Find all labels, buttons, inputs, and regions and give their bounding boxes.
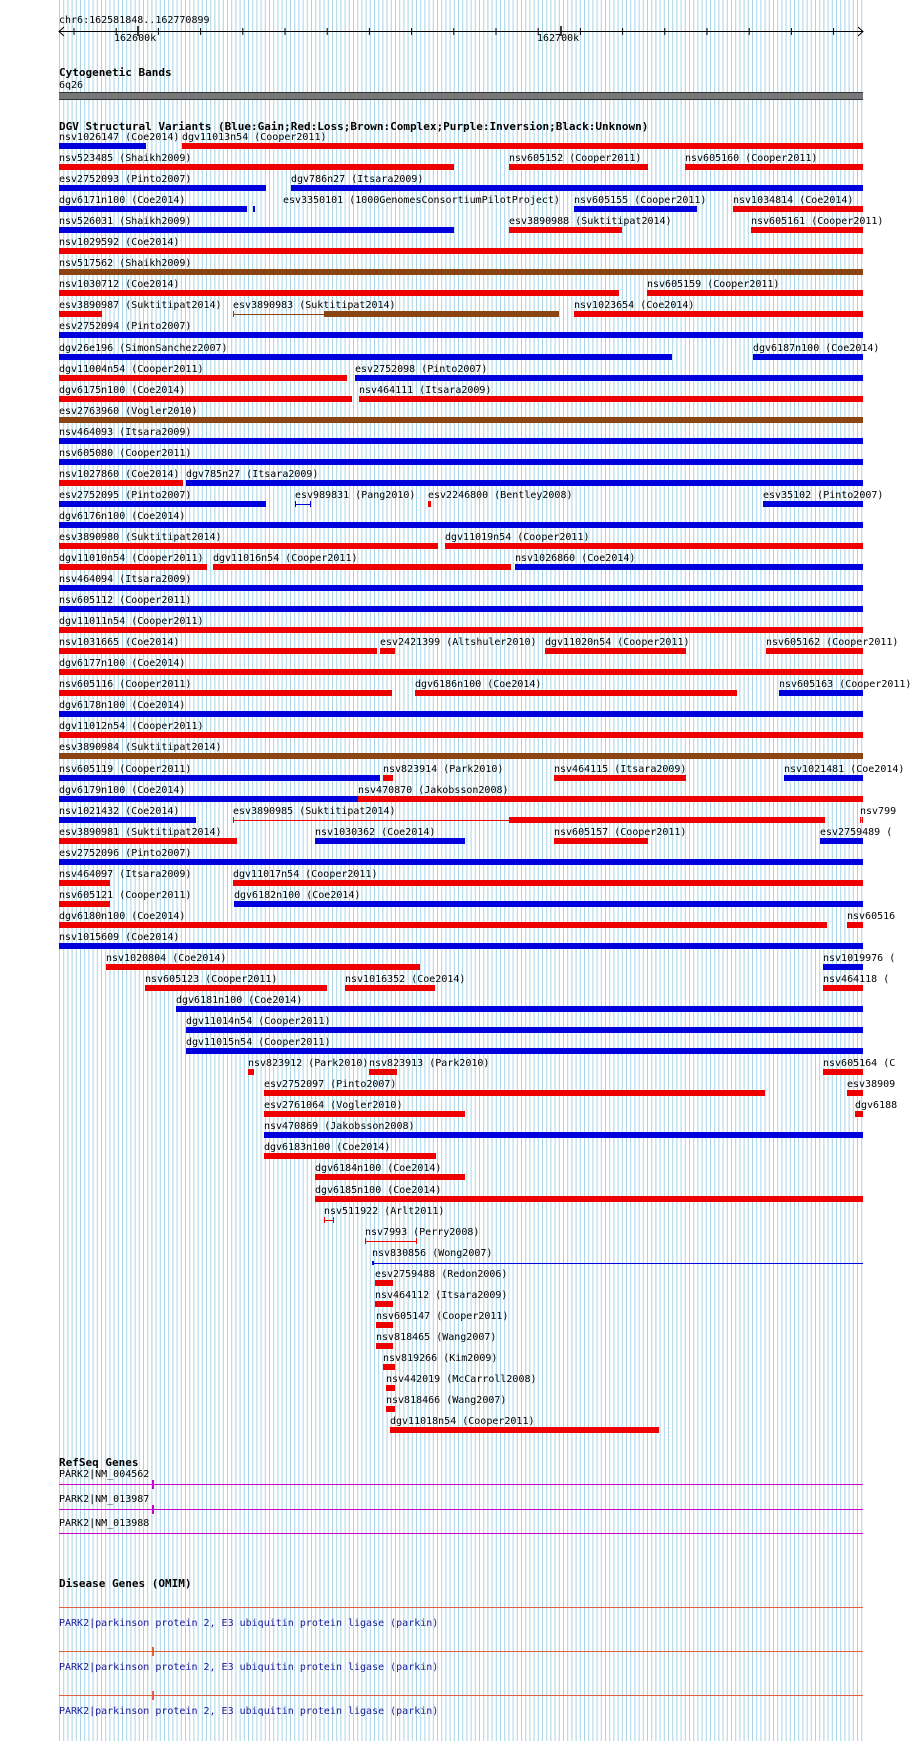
variant-bar-loss[interactable]	[375, 1280, 393, 1286]
variant-bar-loss[interactable]	[554, 838, 648, 844]
variant-label: nsv1034814 (Coe2014)	[733, 195, 854, 206]
variant-bar-gain[interactable]	[295, 501, 311, 507]
variant-label: nsv605159 (Cooper2011)	[647, 279, 780, 290]
variant-label: dgv11019n54 (Cooper2011)	[445, 532, 590, 543]
variant-label: nsv7993 (Perry2008)	[365, 1227, 480, 1238]
variant-bar-loss-core[interactable]	[509, 817, 825, 823]
variant-label: esv3890980 (Suktitipat2014)	[59, 532, 222, 543]
variant-label: dgv11010n54 (Cooper2011)	[59, 553, 204, 564]
variant-bar-loss[interactable]	[823, 1069, 863, 1075]
variant-label: nsv605162 (Cooper2011)	[766, 637, 899, 648]
omim-section-title: Disease Genes (OMIM)	[59, 1577, 192, 1590]
variant-bar-gain[interactable]	[59, 711, 863, 717]
variant-bar-loss[interactable]	[383, 1364, 395, 1370]
refseq-exon[interactable]	[152, 1480, 154, 1489]
ruler-tick-label-2: 162700k	[537, 33, 580, 44]
variant-bar-loss[interactable]	[415, 690, 737, 696]
variant-label: nsv823912 (Park2010)	[248, 1058, 369, 1069]
variant-bar-gain[interactable]	[59, 585, 863, 591]
variant-bar-loss[interactable]	[358, 796, 863, 802]
variant-bar-loss[interactable]	[751, 227, 863, 233]
variant-bar-gain[interactable]	[59, 943, 863, 949]
variant-label: esv2246800 (Bentley2008)	[428, 490, 573, 501]
variant-label: esv3890988 (Suktitipat2014)	[509, 216, 672, 227]
variant-label: nsv605119 (Cooper2011)	[59, 764, 192, 775]
variant-bar-gain[interactable]	[315, 838, 465, 844]
variant-bar-complex[interactable]	[59, 417, 863, 423]
variant-label: nsv1026860 (Coe2014)	[515, 553, 636, 564]
variant-label: nsv526031 (Shaikh2009)	[59, 216, 192, 227]
omim-gene-label[interactable]: PARK2|parkinson protein 2, E3 ubiquitin protein ligase (parkin)	[59, 1618, 439, 1629]
variant-bar-loss[interactable]	[59, 627, 863, 633]
variant-label: nsv605116 (Cooper2011)	[59, 679, 192, 690]
variant-label: dgv6176n100 (Coe2014)	[59, 511, 186, 522]
variant-label: dgv6185n100 (Coe2014)	[315, 1185, 442, 1196]
variant-bar-loss[interactable]	[59, 164, 454, 170]
omim-gene-line[interactable]	[59, 1651, 863, 1652]
variant-bar-loss[interactable]	[386, 1385, 395, 1391]
variant-bar-gain[interactable]	[253, 206, 255, 212]
variant-label: nsv442019 (McCarroll2008)	[386, 1374, 537, 1385]
variant-bar-gain[interactable]	[753, 354, 863, 360]
variant-label: nsv605121 (Cooper2011)	[59, 890, 192, 901]
variant-label: nsv605152 (Cooper2011)	[509, 153, 642, 164]
variant-label: dgv6177n100 (Coe2014)	[59, 658, 186, 669]
variant-bar-loss[interactable]	[59, 648, 377, 654]
variant-bar-loss[interactable]	[554, 775, 686, 781]
variant-bar-loss[interactable]	[847, 1090, 863, 1096]
variant-label: esv2752097 (Pinto2007)	[264, 1079, 397, 1090]
variant-label: dgv6180n100 (Coe2014)	[59, 911, 186, 922]
variant-bar-loss[interactable]	[59, 922, 827, 928]
variant-bar-loss[interactable]	[106, 964, 420, 970]
variant-label: dgv6178n100 (Coe2014)	[59, 700, 186, 711]
variant-bar-gain[interactable]	[186, 1048, 863, 1054]
variant-label: dgv6183n100 (Coe2014)	[264, 1142, 391, 1153]
variant-bar-gain[interactable]	[59, 143, 146, 149]
variant-label: nsv830856 (Wong2007)	[372, 1248, 493, 1259]
variant-bar-gain[interactable]	[823, 964, 863, 970]
variant-label: nsv1019976 (	[823, 953, 896, 964]
variant-label: nsv464111 (Itsara2009)	[359, 385, 492, 396]
variant-bar-gain[interactable]	[176, 1006, 863, 1012]
variant-label: nsv823914 (Park2010)	[383, 764, 504, 775]
variant-bar-loss[interactable]	[182, 143, 863, 149]
variant-bar-gain[interactable]	[59, 227, 454, 233]
variant-bar-loss[interactable]	[509, 164, 648, 170]
refseq-exon[interactable]	[152, 1505, 154, 1514]
omim-exon[interactable]	[152, 1691, 154, 1700]
variant-bar-gain[interactable]	[784, 775, 863, 781]
variant-label: dgv6186n100 (Coe2014)	[415, 679, 542, 690]
variant-label: dgv11011n54 (Cooper2011)	[59, 616, 204, 627]
variant-label: nsv464118 (	[823, 974, 890, 985]
variant-label: esv2421399 (Altshuler2010)	[380, 637, 537, 648]
variant-label: nsv1020804 (Coe2014)	[106, 953, 227, 964]
variant-bar-gain[interactable]	[763, 501, 863, 507]
variant-label: nsv605163 (Cooper2011)	[779, 679, 911, 690]
variant-bar-loss[interactable]	[315, 1174, 465, 1180]
variant-label: nsv1031665 (Coe2014)	[59, 637, 180, 648]
ruler-tick-label-1: 162600k	[114, 33, 157, 44]
cytogenetic-section-title: Cytogenetic Bands	[59, 66, 172, 79]
variant-label: nsv605157 (Cooper2011)	[554, 827, 687, 838]
variant-bar-gain[interactable]	[574, 206, 697, 212]
variant-label: nsv1027860 (Coe2014)	[59, 469, 180, 480]
variant-bar-loss[interactable]	[647, 290, 863, 296]
variant-bar-loss[interactable]	[390, 1427, 659, 1433]
variant-label: dgv6181n100 (Coe2014)	[176, 995, 303, 1006]
variant-bar-gain[interactable]	[515, 564, 863, 570]
variant-label: esv3890987 (Suktitipat2014)	[59, 300, 222, 311]
variant-bar-loss[interactable]	[369, 1069, 397, 1075]
variant-label: dgv11012n54 (Cooper2011)	[59, 721, 204, 732]
variant-bar-loss[interactable]	[376, 1343, 393, 1349]
variant-label: nsv464112 (Itsara2009)	[375, 1290, 508, 1301]
variant-label: nsv1015609 (Coe2014)	[59, 932, 180, 943]
variant-bar-loss[interactable]	[445, 543, 863, 549]
variant-label: nsv511922 (Arlt2011)	[324, 1206, 445, 1217]
variant-label: esv38909	[847, 1079, 896, 1090]
refseq-section-title: RefSeq Genes	[59, 1456, 139, 1469]
variant-label: dgv11013n54 (Cooper2011)	[182, 132, 327, 143]
variant-label: nsv799	[860, 806, 897, 817]
variant-bar-gain[interactable]	[59, 522, 863, 528]
variant-bar-loss[interactable]	[59, 901, 110, 907]
variant-label: dgv11004n54 (Cooper2011)	[59, 364, 204, 375]
variant-label: dgv11016n54 (Cooper2011)	[213, 553, 358, 564]
variant-label: nsv470870 (Jakobsson2008)	[358, 785, 509, 796]
variant-bar-gain[interactable]	[59, 775, 380, 781]
variant-bar-gain[interactable]	[59, 859, 863, 865]
variant-bar-gain[interactable]	[186, 1027, 863, 1033]
variant-bar-gain[interactable]	[59, 354, 672, 360]
variant-bar-loss[interactable]	[380, 648, 395, 654]
variant-label: nsv1030712 (Coe2014)	[59, 279, 180, 290]
cytoband-label: 6q26	[59, 80, 84, 91]
variant-label: nsv1021432 (Coe2014)	[59, 806, 180, 817]
variant-label: nsv605161 (Cooper2011)	[751, 216, 884, 227]
variant-label: dgv6171n100 (Coe2014)	[59, 195, 186, 206]
variant-label: esv989831 (Pang2010)	[295, 490, 416, 501]
variant-label: dgv6184n100 (Coe2014)	[315, 1163, 442, 1174]
variant-label: nsv605123 (Cooper2011)	[145, 974, 278, 985]
variant-label: esv2752094 (Pinto2007)	[59, 321, 192, 332]
variant-bar-gain[interactable]	[234, 901, 863, 907]
variant-bar-gain[interactable]	[59, 501, 266, 507]
variant-bar-loss[interactable]	[315, 1196, 863, 1202]
variant-label: esv2752095 (Pinto2007)	[59, 490, 192, 501]
variant-bar-loss[interactable]	[766, 648, 863, 654]
variant-bar-loss[interactable]	[428, 501, 431, 507]
variant-label: dgv11020n54 (Cooper2011)	[545, 637, 690, 648]
variant-label: esv3890984 (Suktitipat2014)	[59, 742, 222, 753]
variant-bar-loss[interactable]	[359, 396, 863, 402]
variant-bar-gain[interactable]	[779, 690, 863, 696]
variant-label: esv3890981 (Suktitipat2014)	[59, 827, 222, 838]
variant-bar-gain[interactable]	[59, 459, 863, 465]
variant-bar-gain[interactable]	[372, 1261, 863, 1265]
variant-bar-loss[interactable]	[59, 690, 392, 696]
variant-bar-loss[interactable]	[365, 1238, 417, 1244]
variant-label: esv3890985 (Suktitipat2014)	[233, 806, 396, 817]
variant-label: dgv11014n54 (Cooper2011)	[186, 1016, 331, 1027]
variant-bar-complex-core[interactable]	[324, 311, 559, 317]
refseq-gene-line[interactable]	[59, 1484, 863, 1485]
variant-bar-complex[interactable]	[59, 269, 863, 275]
variant-label: nsv523485 (Shaikh2009)	[59, 153, 192, 164]
variant-label: dgv11015n54 (Cooper2011)	[186, 1037, 331, 1048]
variant-label: dgv785n27 (Itsara2009)	[186, 469, 319, 480]
variant-bar-loss[interactable]	[324, 1217, 334, 1223]
variant-label: dgv6182n100 (Coe2014)	[234, 890, 361, 901]
variant-label: nsv464094 (Itsara2009)	[59, 574, 192, 585]
variant-label: nsv1021481 (Coe2014)	[784, 764, 905, 775]
variant-bar-loss[interactable]	[213, 564, 511, 570]
variant-bar-gain[interactable]	[264, 1132, 863, 1138]
variant-label: esv2752093 (Pinto2007)	[59, 174, 192, 185]
variant-label: nsv818465 (Wang2007)	[376, 1332, 497, 1343]
variant-label: dgv6175n100 (Coe2014)	[59, 385, 186, 396]
variant-bar-loss[interactable]	[860, 817, 863, 823]
variant-label: dgv11017n54 (Cooper2011)	[233, 869, 378, 880]
variant-label: nsv605112 (Cooper2011)	[59, 595, 192, 606]
variant-bar-gain[interactable]	[820, 838, 863, 844]
variant-bar-loss[interactable]	[264, 1111, 465, 1117]
variant-bar-gain[interactable]	[291, 185, 863, 191]
variant-bar-gain[interactable]	[59, 185, 266, 191]
refseq-gene-line[interactable]	[59, 1533, 863, 1534]
variant-bar-loss[interactable]	[59, 543, 438, 549]
variant-label: nsv464093 (Itsara2009)	[59, 427, 192, 438]
variant-label: esv2759488 (Redon2006)	[375, 1269, 508, 1280]
variant-label: dgv6188	[855, 1100, 898, 1111]
omim-exon[interactable]	[152, 1647, 154, 1656]
variant-bar-loss[interactable]	[345, 985, 435, 991]
variant-bar-gain[interactable]	[59, 817, 196, 823]
variant-label: nsv60516	[847, 911, 896, 922]
variant-bar-loss[interactable]	[233, 880, 863, 886]
variant-bar-loss[interactable]	[59, 732, 863, 738]
variant-label: esv3890983 (Suktitipat2014)	[233, 300, 396, 311]
refseq-gene-label: PARK2|NM_013987	[59, 1494, 150, 1505]
variant-bar-loss[interactable]	[59, 290, 619, 296]
variant-bar-loss[interactable]	[386, 1406, 395, 1412]
variant-label: nsv464115 (Itsara2009)	[554, 764, 687, 775]
variant-bar-gain[interactable]	[59, 332, 863, 338]
refseq-gene-label: PARK2|NM_013988	[59, 1518, 150, 1529]
omim-gene-label[interactable]: PARK2|parkinson protein 2, E3 ubiquitin protein ligase (parkin)	[59, 1706, 439, 1717]
variant-label: dgv6187n100 (Coe2014)	[753, 343, 880, 354]
variant-label: esv2759489 (	[820, 827, 893, 838]
variant-label: nsv605160 (Cooper2011)	[685, 153, 818, 164]
variant-bar-complex[interactable]	[59, 753, 863, 759]
variant-label: nsv819266 (Kim2009)	[383, 1353, 498, 1364]
variant-bar-loss[interactable]	[59, 311, 102, 317]
variant-bar-loss[interactable]	[855, 1111, 863, 1117]
variant-label: esv2761064 (Vogler2010)	[264, 1100, 403, 1111]
variant-bar-loss[interactable]	[376, 1322, 393, 1328]
variant-bar-loss[interactable]	[59, 480, 183, 486]
variant-bar-loss[interactable]	[145, 985, 327, 991]
variant-bar-gain[interactable]	[355, 375, 863, 381]
variant-label: nsv1016352 (Coe2014)	[345, 974, 466, 985]
variant-label: esv35102 (Pinto2007)	[763, 490, 884, 501]
variant-bar-loss[interactable]	[264, 1153, 436, 1159]
variant-bar-loss[interactable]	[847, 922, 863, 928]
variant-label: dgv11018n54 (Cooper2011)	[390, 1416, 535, 1427]
variant-label: dgv786n27 (Itsara2009)	[291, 174, 424, 185]
variant-label: nsv1030362 (Coe2014)	[315, 827, 436, 838]
cytoband-bar[interactable]	[59, 92, 863, 100]
variant-label: esv2763960 (Vogler2010)	[59, 406, 198, 417]
omim-gene-label[interactable]: PARK2|parkinson protein 2, E3 ubiquitin protein ligase (parkin)	[59, 1662, 439, 1673]
variant-label: nsv605164 (C	[823, 1058, 896, 1069]
variant-bar-loss[interactable]	[59, 396, 352, 402]
omim-gene-line[interactable]	[59, 1607, 863, 1608]
variant-label: nsv470869 (Jakobsson2008)	[264, 1121, 415, 1132]
variant-bar-loss[interactable]	[264, 1090, 765, 1096]
variant-bar-loss[interactable]	[59, 669, 863, 675]
variant-label: esv2752096 (Pinto2007)	[59, 848, 192, 859]
variant-label: nsv605147 (Cooper2011)	[376, 1311, 509, 1322]
variant-bar-gain[interactable]	[59, 206, 247, 212]
variant-bar-loss[interactable]	[545, 648, 686, 654]
variant-bar-loss[interactable]	[59, 838, 237, 844]
variant-bar-loss[interactable]	[574, 311, 863, 317]
variant-bar-loss[interactable]	[733, 206, 863, 212]
variant-bar-loss[interactable]	[59, 375, 347, 381]
variant-bar-loss[interactable]	[685, 164, 863, 170]
variant-label: dgv26e196 (SimonSanchez2007)	[59, 343, 228, 354]
variant-label: nsv1023654 (Coe2014)	[574, 300, 695, 311]
variant-label: nsv517562 (Shaikh2009)	[59, 258, 192, 269]
variant-bar-loss[interactable]	[59, 248, 863, 254]
variant-bar-loss[interactable]	[375, 1301, 393, 1307]
variant-bar-gain[interactable]	[59, 606, 863, 612]
variant-label: nsv464097 (Itsara2009)	[59, 869, 192, 880]
variant-bar-gain[interactable]	[186, 480, 863, 486]
dgv-section-title: DGV Structural Variants (Blue:Gain;Red:Loss;Brown:Complex;Purple:Inversion;Black:Unknown)	[59, 120, 649, 133]
variant-bar-loss[interactable]	[59, 564, 207, 570]
variant-label: dgv6179n100 (Coe2014)	[59, 785, 186, 796]
position-label: chr6:162581848..162770899	[59, 15, 210, 26]
variant-bar-loss[interactable]	[383, 775, 393, 781]
variant-bar-loss[interactable]	[823, 985, 863, 991]
variant-bar-loss[interactable]	[509, 227, 622, 233]
variant-label: esv3350101 (1000GenomesConsortiumPilotProject)	[283, 195, 560, 206]
variant-bar-loss[interactable]	[59, 880, 110, 886]
variant-label: nsv1029592 (Coe2014)	[59, 237, 180, 248]
variant-label: nsv605080 (Cooper2011)	[59, 448, 192, 459]
omim-gene-line[interactable]	[59, 1695, 863, 1696]
variant-label: esv2752098 (Pinto2007)	[355, 364, 488, 375]
variant-label: nsv605155 (Cooper2011)	[574, 195, 707, 206]
refseq-gene-line[interactable]	[59, 1509, 863, 1510]
variant-label: nsv823913 (Park2010)	[369, 1058, 490, 1069]
variant-bar-gain[interactable]	[59, 438, 863, 444]
variant-label: nsv1026147 (Coe2014)	[59, 132, 180, 143]
variant-label: nsv818466 (Wang2007)	[386, 1395, 507, 1406]
variant-bar-loss[interactable]	[248, 1069, 254, 1075]
refseq-gene-label: PARK2|NM_004562	[59, 1469, 150, 1480]
